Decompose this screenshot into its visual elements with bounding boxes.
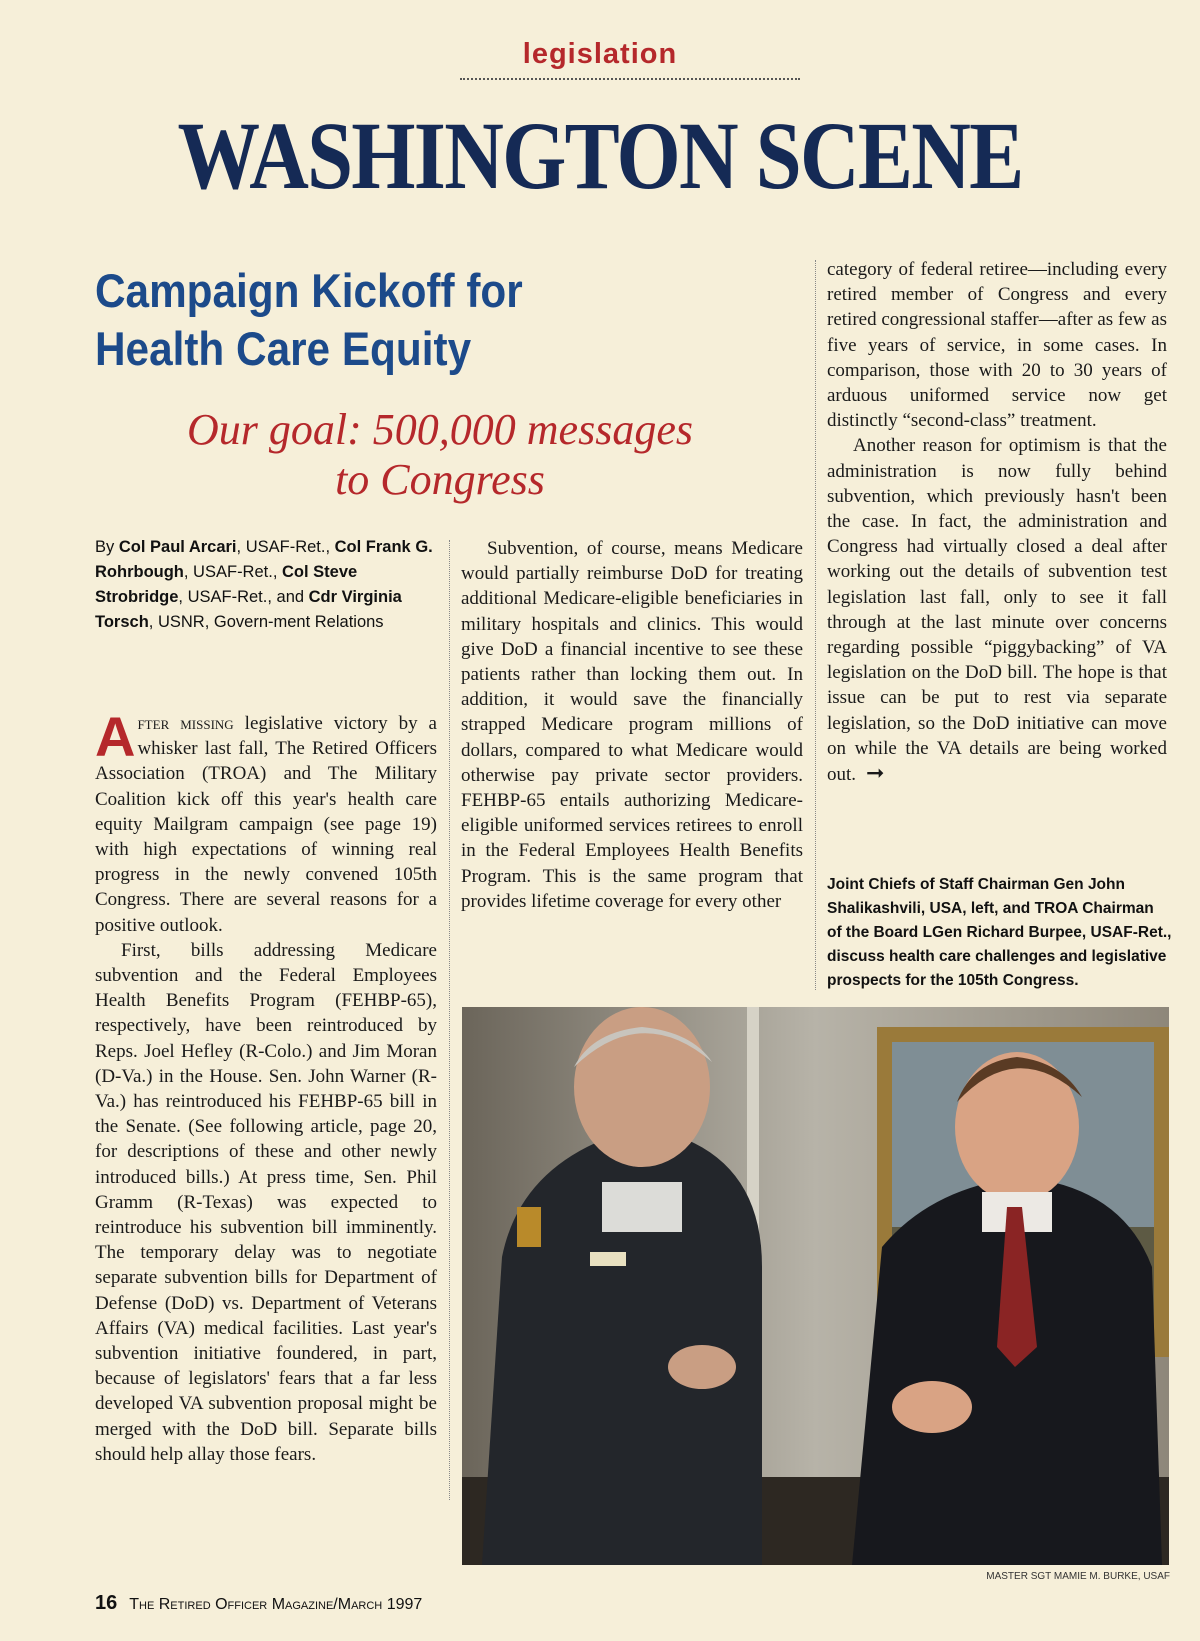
byline-prefix: By: [95, 538, 119, 556]
subhead-line-2: to Congress: [335, 455, 545, 504]
article-photo: [462, 1007, 1169, 1565]
body-column-2: [461, 536, 803, 914]
article-headline: [95, 262, 671, 378]
headline-line-2: Health Care Equity: [95, 322, 472, 375]
publication-name: The Retired Officer Magazine/March 1997: [129, 1596, 423, 1613]
body-paragraph: [827, 433, 1167, 787]
byline-affiliation: , USNR, Govern-ment Relations: [148, 613, 384, 631]
body-paragraph: First, bills addressing Medicare subvention and the Federal Employees Health Benefits Program (FEHBP-65), respectively, have been reintroduced by Reps. Joel Hefley (R-Colo.) and Jim Moran (D-Va.) in the House. Sen. John Warner (R-Va.) has reintroduced his FEHBP-65 bill in the Senate. (See following article, page 20, for descriptions of these and other newly introduced bills.) At press time, Sen. Phil Gramm (R-Texas) was expected to reintroduce his subvention bill imminently. The temporary delay was to negotiate separate subvention bills for Department of Defense (DoD) vs. Department of Veterans Affairs (VA) medical facilities. Last year's subvention initiative foundered, in part, because of legislators' fears that a far less developed VA subvention proposal might be merged with the DoD bill. Separate bills should help allay those fears.: [95, 939, 437, 1465]
body-paragraph: Subvention, of course, means Medicare would partially reimburse DoD for treating additional Medicare-eligible beneficiaries in military hospitals and clinics. This would give DoD a financial incentive to see these patients rather than locking them out. In addition, it would save the financially strapped Medicare program millions of dollars, compared to what Medicare would otherwise pay private sector providers. FEHBP-65 entails authorizing Medicare-eligible uniformed services retirees to enroll in the Federal Employees Health Benefits Program. This is the same program that provides lifetime coverage for every other: [461, 538, 803, 912]
drop-cap: A: [95, 705, 136, 768]
headline-line-1: Campaign Kickoff for: [95, 264, 523, 317]
byline: [95, 535, 435, 635]
photo-illustration: [462, 1007, 1169, 1565]
subhead-line-1: Our goal: 500,000 messages: [187, 405, 693, 454]
continue-arrow-icon: ➞: [866, 761, 885, 787]
masthead-title: WASHINGTON SCENE: [177, 102, 1023, 209]
byline-author: Col Steve Strobridge: [95, 563, 358, 606]
page-number: 16: [95, 1592, 118, 1614]
lead-in: fter missing: [137, 713, 234, 734]
byline-author: Col Paul Arcari: [118, 538, 237, 556]
photo-credit: MASTER SGT MAMIE M. BURKE, USAF: [986, 1571, 1170, 1582]
byline-affiliation: , USAF-Ret.,: [183, 563, 282, 581]
page-footer: [95, 1592, 422, 1615]
byline-affiliation: , USAF-Ret., and: [178, 588, 309, 606]
photo-caption: Joint Chiefs of Staff Chairman Gen John Shalikashvili, USA, left, and TROA Chairman of the Board LGen Richard Burpee, USAF-Ret., discuss health care challenges and legislative prospects for the 105th Congress.: [827, 876, 1172, 989]
paragraph-text: legislative victory by a whisker last fall, The Retired Officers Association (TROA) and The Military Coalition kick off this year's health care equity Mailgram campaign (see page 19) with high expectations of winning real progress in the newly convened 105th Congress. There are several reasons for a positive outlook.: [95, 713, 437, 936]
body-paragraph: [95, 705, 437, 938]
byline-affiliation: , USAF-Ret.,: [236, 538, 335, 556]
byline-author: Col Frank G. Rohrbough: [95, 538, 433, 581]
article-subhead: [110, 405, 770, 505]
kicker-divider: [460, 78, 800, 80]
column-divider: [449, 540, 450, 1500]
paragraph-text: Another reason for optimism is that the administration is now fully behind subvention, which previously hasn't been the case. In fact, the administration and Congress had virtually closed a deal after working out the details of subvention test legislation last fall, only to see it fall through at the last minute over concerns regarding possible “piggybacking” of VA legislation on the DoD bill. The hope is that issue can be put to rest via separate legislation, so the DoD initiative can move on while the VA details are being worked out.: [827, 435, 1167, 786]
body-paragraph: category of federal retiree—including every retired member of Congress and every retired congressional staffer—after as few as five years of service, in some cases. In comparison, those with 20 to 30 years of arduous uniformed service now get distinctly “second-class” treatment.: [827, 259, 1167, 432]
column-divider: [815, 260, 816, 990]
byline-author: Cdr Virginia Torsch: [95, 588, 402, 631]
body-column-3: [827, 257, 1167, 787]
body-column-1: [95, 705, 437, 1467]
section-kicker: legislation: [522, 38, 678, 70]
